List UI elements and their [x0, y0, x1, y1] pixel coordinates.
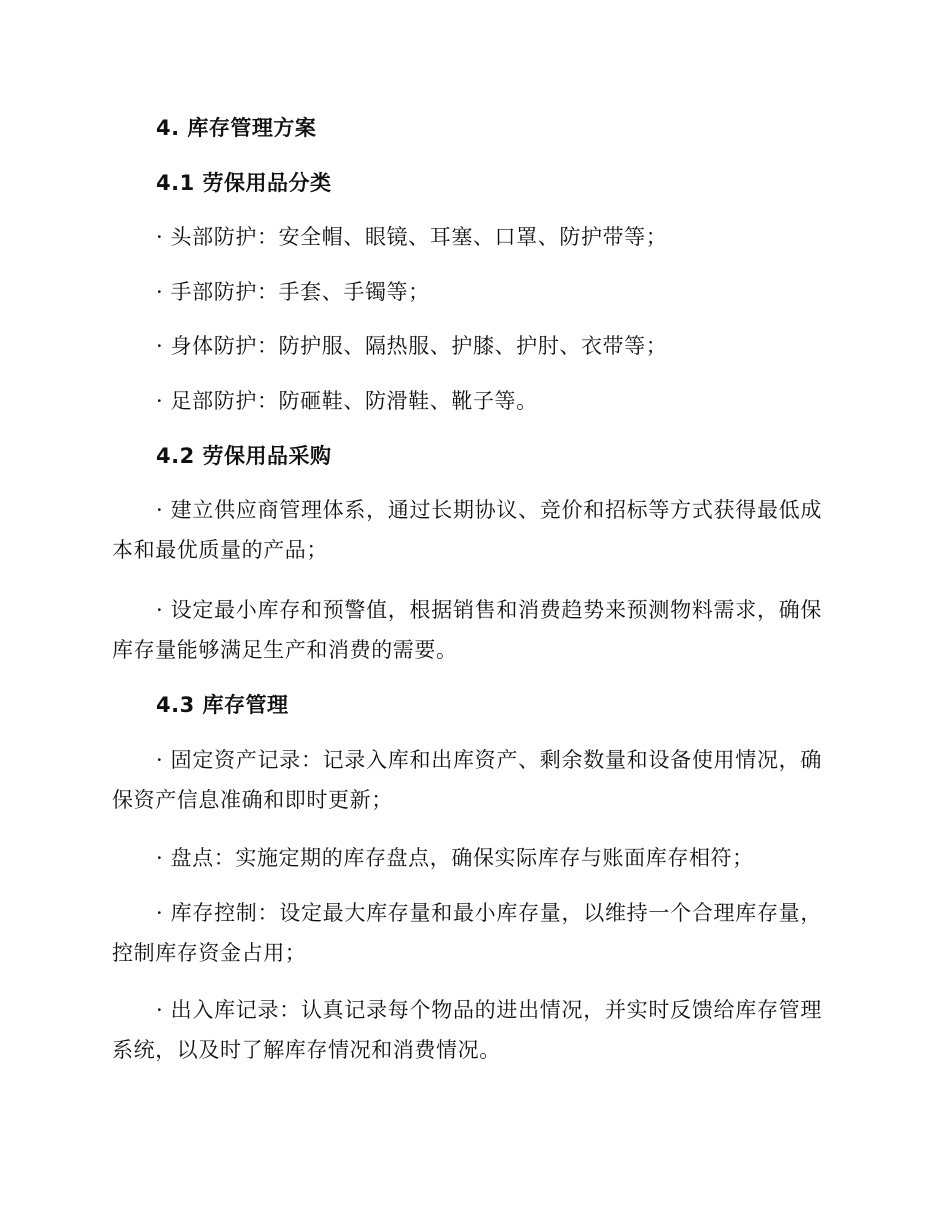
subsection-title-4-2: 4.2 劳保用品采购	[156, 444, 332, 468]
list-item: · 盘点：实施定期的库存盘点，确保实际库存与账面库存相符；	[156, 846, 754, 870]
section-title: 4. 库存管理方案	[156, 116, 317, 140]
list-item: · 出入库记录：认真记录每个物品的进出情况，并实时反馈给库存管理系统，以及时了解库存情况和消费情况。	[112, 998, 822, 1062]
list-item: · 设定最小库存和预警值，根据销售和消费趋势来预测物料需求，确保库存量能够满足生产和消费的需要。	[112, 598, 822, 662]
list-item: · 头部防护：安全帽、眼镜、耳塞、口罩、防护带等；	[156, 225, 668, 249]
subsection-title-4-1: 4.1 劳保用品分类	[156, 171, 332, 195]
list-item: · 手部防护：手套、手镯等；	[156, 280, 430, 304]
subsection-title-4-3: 4.3 库存管理	[156, 693, 289, 717]
list-item: · 库存控制：设定最大库存量和最小库存量，以维持一个合理库存量，控制库存资金占用；	[112, 901, 822, 965]
list-item: · 固定资产记录：记录入库和出库资产、剩余数量和设备使用情况，确保资产信息准确和即时更新；	[112, 748, 822, 812]
list-item: · 足部防护：防砸鞋、防滑鞋、靴子等。	[156, 389, 538, 413]
list-item: · 建立供应商管理体系，通过长期协议、竞价和招标等方式获得最低成本和最优质量的产品；	[112, 498, 822, 562]
list-item: · 身体防护：防护服、隔热服、护膝、护肘、衣带等；	[156, 334, 668, 358]
